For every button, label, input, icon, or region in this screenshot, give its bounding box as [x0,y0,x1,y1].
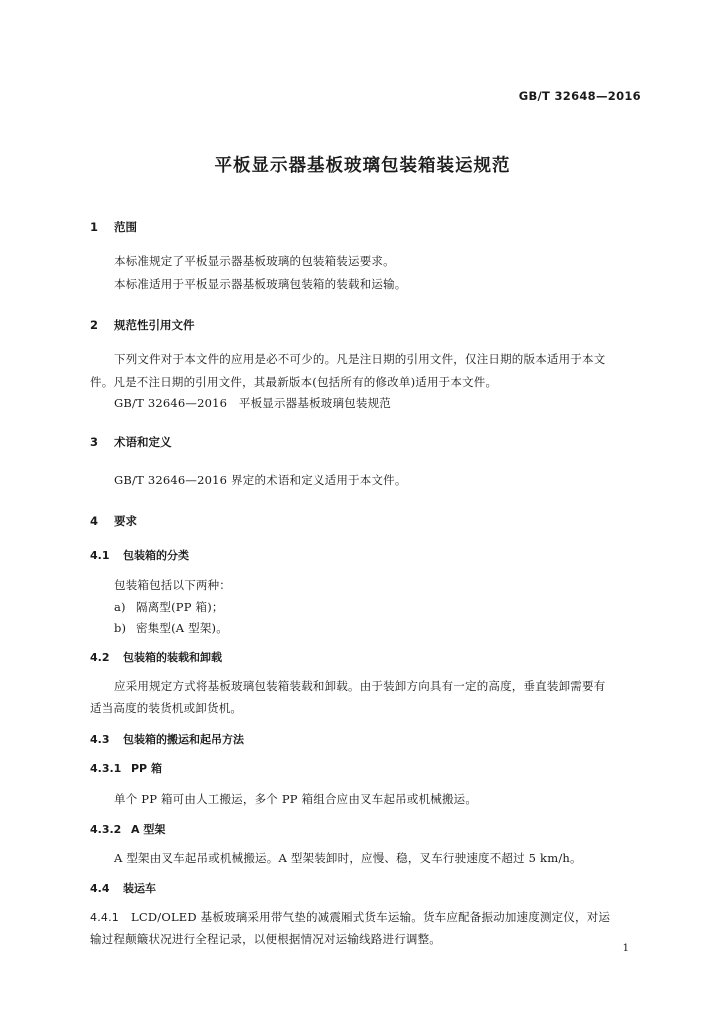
subsection-title: PP 箱 [131,762,162,775]
paragraph: 单个 PP 箱可由人工搬运，多个 PP 箱组合应由叉车起吊或机械搬运。 [114,792,478,806]
paragraph: A 型架由叉车起吊或机械搬运。A 型架装卸时，应慢、稳，叉车行驶速度不超过 5 km/h。 [114,851,582,865]
section-number: 3 [90,435,99,449]
section-number: 4 [90,514,99,528]
paragraph-line: 件。凡是不注日期的引用文件，其最新版本(包括所有的修改单)适用于本文件。 [90,375,498,389]
subsection-number: 4.4.1 [90,911,119,924]
subsection-heading-4-3-2 [90,821,165,837]
subsection-number: 4.4 [90,882,110,895]
list-item [114,620,228,636]
subsection-title: 装运车 [123,882,156,895]
document-title: 平板显示器基板玻璃包装箱装运规范 [214,156,511,176]
section-heading-1 [90,219,137,235]
subsection-number: 4.2 [90,651,110,664]
subsection-title: 包装箱的装载和卸载 [123,651,222,664]
paragraph: 本标准适用于平板显示器基板玻璃包装箱的装载和运输。 [114,277,407,291]
paragraph-line: 适当高度的装货机或卸货机。 [90,701,243,715]
subsection-title: 包装箱的搬运和起吊方法 [123,733,244,746]
list-item-text: 密集型(A 型架)。 [136,621,228,635]
subsection-number: 4.1 [90,549,110,562]
paragraph: GB/T 32646—2016 界定的术语和定义适用于本文件。 [114,473,407,487]
subsection-heading-4-2 [90,649,222,665]
subsection-title: 包装箱的分类 [123,549,189,562]
list-item-label: b) [114,621,127,635]
paragraph-line: 输过程颠簸状况进行全程记录，以便根据情况对运输线路进行调整。 [90,932,441,946]
subsection-heading-4-3 [90,731,244,747]
paragraph-line: 下列文件对于本文件的应用是必不可少的。凡是注日期的引用文件，仅注日期的版本适用于本文 [114,352,606,366]
paragraph: 包装箱包括以下两种： [114,578,231,592]
list-item [114,599,224,615]
section-title: 范围 [114,220,137,234]
section-title: 要求 [114,514,137,528]
list-item-label: a) [114,600,126,614]
subsection-number: 4.3.1 [90,762,122,775]
paragraph-text: LCD/OLED 基板玻璃采用带气垫的减震厢式货车运输。货车应配备振动加速度测定仪，对运 [131,910,611,924]
section-heading-3 [90,434,172,450]
standard-number: GB/T 32648—2016 [518,89,641,103]
subsection-number: 4.3.2 [90,823,122,836]
subsection-title: A 型架 [131,823,166,836]
paragraph: 本标准规定了平板显示器基板玻璃的包装箱装运要求。 [114,254,395,268]
section-heading-4 [90,513,137,529]
numbered-paragraph-line [90,909,610,925]
page-number: 1 [622,943,629,954]
subsection-heading-4-3-1 [90,760,162,776]
section-number: 1 [90,220,99,234]
list-item-text: 隔离型(PP 箱)； [136,600,224,614]
subsection-heading-4-4 [90,880,156,896]
subsection-number: 4.3 [90,733,110,746]
paragraph-line: 应采用规定方式将基板玻璃包装箱装载和卸载。由于装卸方向具有一定的高度，垂直装卸需要有 [114,679,606,693]
section-title: 规范性引用文件 [114,318,195,332]
section-heading-2 [90,317,195,333]
section-number: 2 [90,318,99,332]
normative-reference: GB/T 32646—2016 平板显示器基板玻璃包装规范 [114,396,391,410]
section-title: 术语和定义 [114,435,172,449]
subsection-heading-4-1 [90,547,189,563]
